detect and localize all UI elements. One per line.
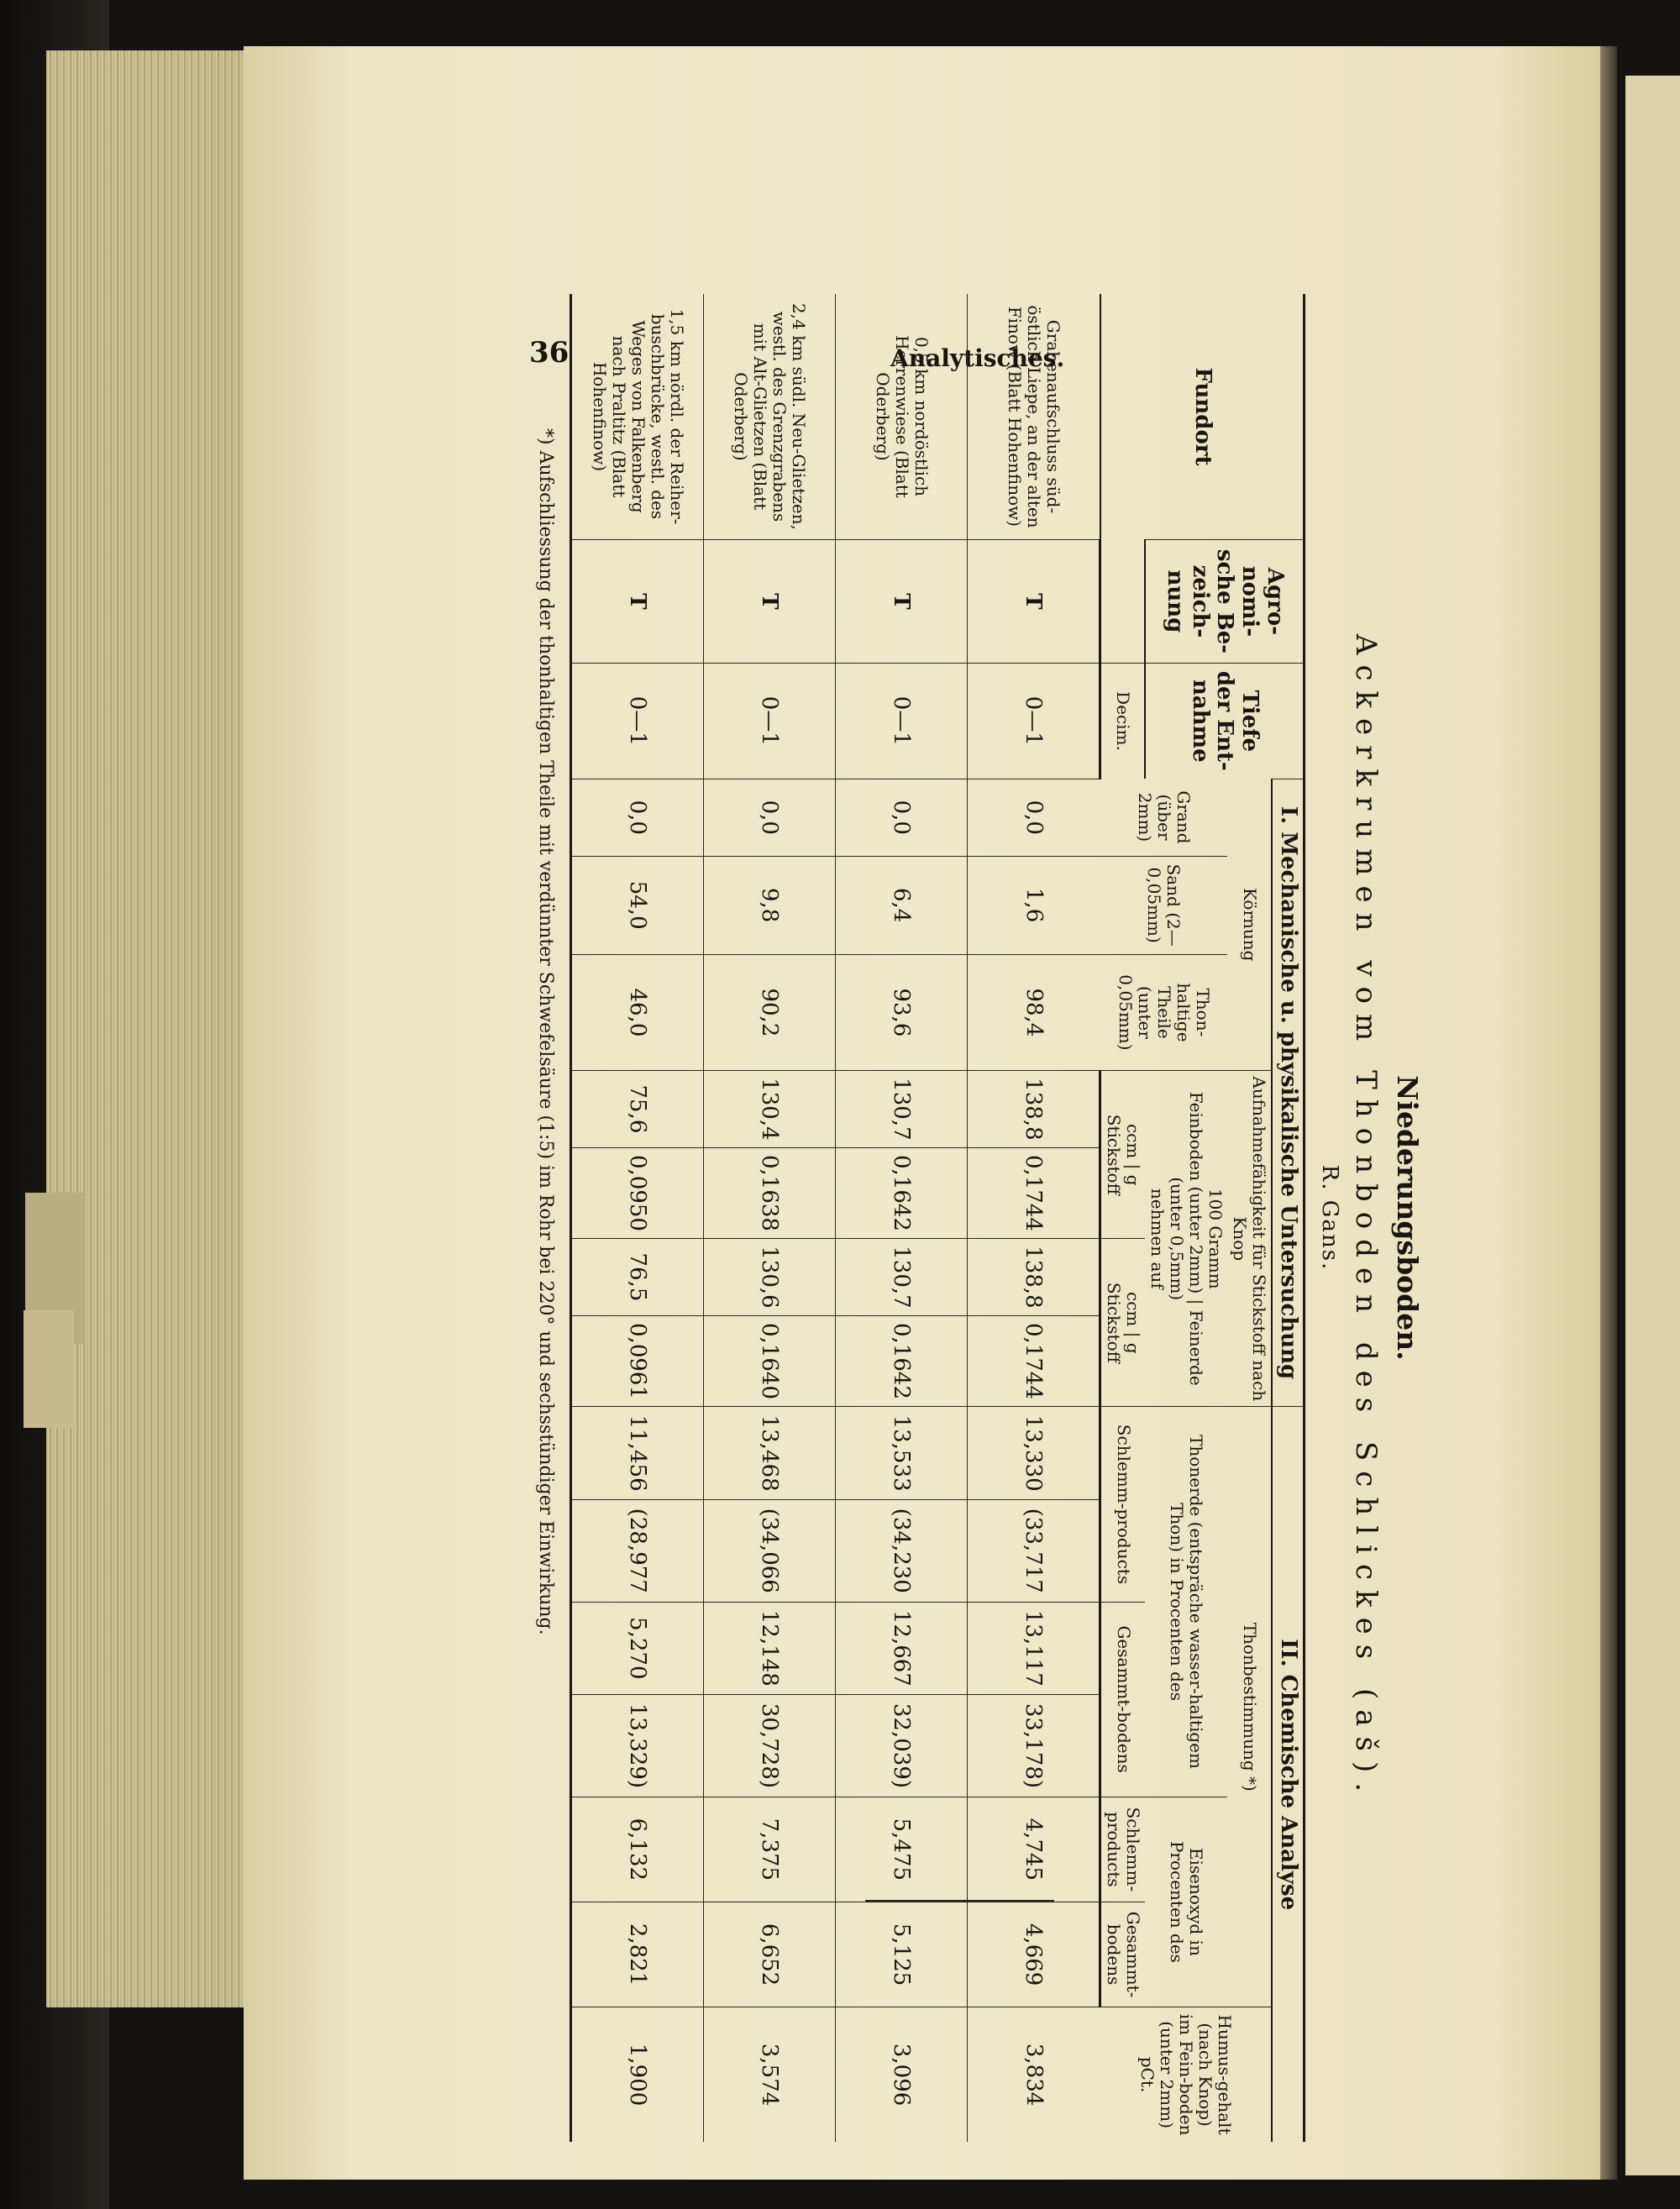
header-group-chem: II. Chemische Analyse <box>1272 1407 1304 2142</box>
cell-agro: T <box>836 540 968 664</box>
header-stickstoff: Stickstoff <box>1104 1114 1125 1195</box>
cell-fe-ccm: 76,5 <box>571 1239 704 1315</box>
cell-grand: 0,0 <box>571 779 704 856</box>
cell-te-s2: (34,066 <box>704 1500 836 1602</box>
header-fb-unit <box>1100 1071 1146 1239</box>
cell-te-g: 12,148 <box>704 1602 836 1695</box>
cell-agro: T <box>704 540 836 664</box>
book-page-edges <box>46 50 248 2007</box>
header-thonerde: Thonerde (entspräche wasser-haltigem Thon) in Procenten des <box>1145 1407 1227 1797</box>
cell-tiefe: 0—1 <box>704 663 836 779</box>
cell-fe-ccm: 130,6 <box>704 1239 836 1315</box>
cell-tiefe: 0—1 <box>571 663 704 779</box>
header-fe-unit <box>1100 1239 1146 1407</box>
cell-te-s: 13,330 <box>968 1407 1100 1500</box>
header-eisen-gesammt: Gesammt-bodens <box>1100 1902 1146 2007</box>
cell-te-s: 13,468 <box>704 1407 836 1500</box>
cell-agro: T <box>571 540 704 664</box>
cell-fe-g: 0,1640 <box>704 1315 836 1407</box>
cell-te-s2: (28,977 <box>571 1500 704 1602</box>
cell-agro: T <box>968 540 1100 664</box>
cell-fe-ccm: 130,7 <box>836 1239 968 1315</box>
header-feinerde: Feinerde (unter 0,5mm) <box>1167 1177 1207 1386</box>
cell-humus: 3,834 <box>968 2007 1100 2142</box>
cell-fundort: 2,4 km südl. Neu-Glietzen, westl. des Grenzgrabens mit Alt-Glietzen (Blatt Oderberg) <box>704 294 836 540</box>
header-koernung: Körnung <box>1239 888 1260 962</box>
header-ccm-g: ccm | g <box>1123 1123 1144 1186</box>
cell-te-g2: 30,728) <box>704 1695 836 1797</box>
cell-fb-g: 0,1642 <box>836 1147 968 1239</box>
paper-tab <box>24 1310 74 1428</box>
header-thonerde-gesammt: Gesammt-bodens <box>1100 1602 1146 1797</box>
cell-fe-g: 0,1642 <box>836 1315 968 1407</box>
cell-ei-s: 4,745 <box>968 1797 1100 1902</box>
cell-fb-g: 0,1744 <box>968 1147 1100 1239</box>
cell-te-g2: 32,039) <box>836 1695 968 1797</box>
header-fundort: Fundort <box>1100 294 1305 540</box>
header-sand: Sand (2— 0,05mm) <box>1100 856 1228 954</box>
cell-fe-g: 0,0961 <box>571 1315 704 1407</box>
cell-ei-g: 2,821 <box>571 1902 704 2007</box>
cell-fe-ccm: 138,8 <box>968 1239 1100 1315</box>
cell-sand: 1,6 <box>968 856 1100 954</box>
cell-ei-s: 6,132 <box>571 1797 704 1902</box>
cell-thon: 93,6 <box>836 954 968 1071</box>
cell-fundort: 0,5 km nordöstlich Herrenwiese (Blatt Oderberg) <box>836 294 968 540</box>
cell-fb-ccm: 75,6 <box>571 1071 704 1147</box>
table-row <box>968 294 1100 2142</box>
header-agro: Agro-nomi-sche Be-zeich-nung <box>1145 540 1304 664</box>
cell-fe-g: 0,1744 <box>968 1315 1100 1407</box>
cell-te-g2: 13,329) <box>571 1695 704 1797</box>
cell-te-g: 5,270 <box>571 1602 704 1695</box>
cell-ei-s: 7,375 <box>704 1797 836 1902</box>
cell-thon: 98,4 <box>968 954 1100 1071</box>
table-row <box>704 294 836 2142</box>
table-body <box>571 294 1100 2142</box>
cell-sand: 9,8 <box>704 856 836 954</box>
header-eisenoxyd: Eisenoxyd in Procenten des <box>1145 1797 1227 2007</box>
page-number: 36 <box>529 336 570 370</box>
header-tiefe: Tiefe der Ent-nahme <box>1145 663 1304 779</box>
header-tiefe-unit: Decim. <box>1100 663 1146 779</box>
header-thonbestimmung: Thonbestimmung *) <box>1227 1407 1272 2007</box>
cell-tiefe: 0—1 <box>968 663 1100 779</box>
cell-grand: 0,0 <box>968 779 1100 856</box>
header-agro-blank <box>1100 540 1146 664</box>
cell-humus: 3,096 <box>836 2007 968 2142</box>
header-group-mech: I. Mechanische u. physikalische Untersuchung <box>1272 779 1304 1407</box>
header-grand: Grand (über 2mm) <box>1134 790 1194 844</box>
header-stickstoff: Stickstoff <box>1104 1282 1125 1363</box>
header-thonerde-schlemm: Schlemm-products <box>1100 1407 1146 1602</box>
header-hundert: 100 Gramm <box>1205 1188 1226 1289</box>
cell-te-s2: (33,717 <box>968 1500 1100 1602</box>
cell-humus: 3,574 <box>704 2007 836 2142</box>
author: R. Gans. <box>1317 1164 1342 1272</box>
cell-ei-g: 5,125 <box>836 1902 968 2007</box>
cell-ei-g: 4,669 <box>968 1902 1100 2007</box>
cell-ei-g: 6,652 <box>704 1902 836 2007</box>
header-aufnahme: Aufnahmefähigkeit für Stickstoff nach Knop <box>1227 1071 1272 1407</box>
header-thon: Thon-haltige Theile (unter 0,05mm) <box>1100 954 1228 1071</box>
cell-te-s2: (34,230 <box>836 1500 968 1602</box>
cell-te-s: 11,456 <box>571 1407 704 1500</box>
cell-humus: 1,900 <box>571 2007 704 2142</box>
cell-tiefe: 0—1 <box>836 663 968 779</box>
cell-fb-ccm: 130,7 <box>836 1071 968 1147</box>
cell-fb-ccm: 138,8 <box>968 1071 1100 1147</box>
cell-te-s: 13,533 <box>836 1407 968 1500</box>
footnote: *) Aufschliessung der thonhaltigen Theile mit verdünnter Schwefelsäure (1:5) im Rohr bei 220° und sechsstündiger Einwirkung. <box>535 428 557 1635</box>
running-head: Analytisches. <box>890 344 1065 372</box>
next-page-edge <box>1625 76 1680 2175</box>
book-gutter <box>1600 46 1617 2180</box>
cell-ei-s: 5,475 <box>836 1797 968 1902</box>
cell-te-g: 13,117 <box>968 1602 1100 1695</box>
cell-fb-ccm: 130,4 <box>704 1071 836 1147</box>
cell-fundort: Grabenaufschluss süd-östlich Liepe, an der alten Finow (Blatt Hohenfinow) <box>968 294 1100 540</box>
header-100-gramm: 100 Gramm Feinboden (unter 2mm) | Feinerde (unter 0,5mm) nehmen auf <box>1145 1071 1227 1407</box>
cell-te-g2: 33,178) <box>968 1695 1100 1797</box>
cell-fundort: 1,5 km nördl. der Reiher-buschbrücke, westl. des Weges von Falkenberg nach Praltitz (Blatt Hohenfinow) <box>571 294 704 540</box>
cell-thon: 90,2 <box>704 954 836 1071</box>
cell-grand: 0,0 <box>704 779 836 856</box>
rotated-table-block <box>535 294 1424 2142</box>
header-nehmen-auf: nehmen auf <box>1147 1188 1168 1289</box>
header-ccm-g: ccm | g <box>1123 1292 1144 1354</box>
cell-thon: 46,0 <box>571 954 704 1071</box>
table-row <box>571 294 704 2142</box>
cell-sand: 6,4 <box>836 856 968 954</box>
header-feinboden: Feinboden (unter 2mm) <box>1186 1091 1207 1294</box>
titles <box>1317 294 1424 2142</box>
cell-grand: 0,0 <box>836 779 968 856</box>
cell-fb-g: 0,0950 <box>571 1147 704 1239</box>
section-title: Niederungsboden. <box>1391 1075 1424 1361</box>
cell-fb-g: 0,1638 <box>704 1147 836 1239</box>
cell-te-g: 12,667 <box>836 1602 968 1695</box>
table-row <box>836 294 968 2142</box>
header-eisen-schlemm: Schlemm-products <box>1100 1797 1146 1902</box>
header-humus: Humus-gehalt (nach Knop) im Fein-boden (unter 2mm) pCt. <box>1100 2007 1273 2142</box>
cell-sand: 54,0 <box>571 856 704 954</box>
analysis-table <box>570 294 1305 2142</box>
table-title: Ackerkrumen vom Thonboden des Schlickes (aš). <box>1349 633 1383 1802</box>
